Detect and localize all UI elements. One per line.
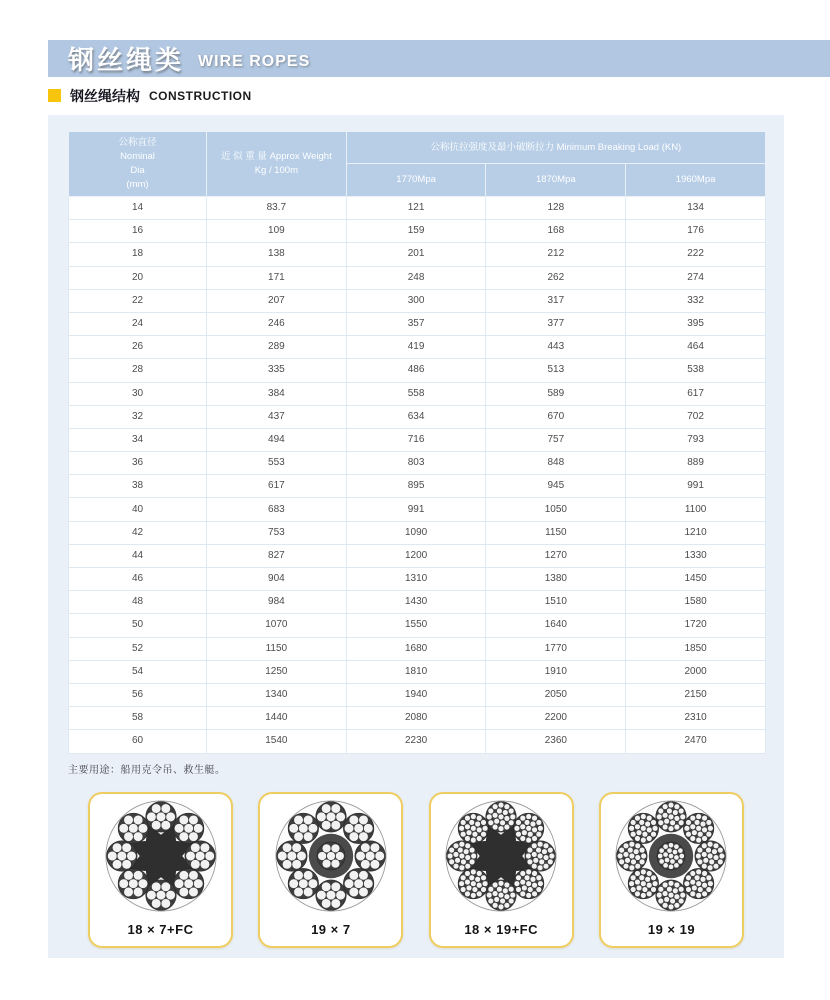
table-cell: 2000 (626, 660, 766, 683)
construction-card (258, 792, 403, 948)
table-cell: 1100 (626, 498, 766, 521)
table-row (69, 660, 766, 683)
table-cell: 945 (486, 475, 626, 498)
table-cell: 222 (626, 243, 766, 266)
header-nominal-dia (69, 132, 207, 197)
table-cell: 1770 (486, 637, 626, 660)
table-cell: 1450 (626, 568, 766, 591)
table-cell: 558 (346, 382, 486, 405)
table-cell: 28 (69, 359, 207, 382)
table-cell: 46 (69, 568, 207, 591)
table-cell: 34 (69, 428, 207, 451)
table-cell: 1510 (486, 591, 626, 614)
table-cell: 377 (486, 312, 626, 335)
table-cell: 538 (626, 359, 766, 382)
table-row (69, 312, 766, 335)
table-cell: 38 (69, 475, 207, 498)
table-row (69, 382, 766, 405)
wire-rope-cross-section-diagram (103, 794, 219, 918)
table-cell: 793 (626, 428, 766, 451)
table-cell: 991 (626, 475, 766, 498)
table-cell: 14 (69, 197, 207, 220)
table-header (69, 132, 766, 197)
page-title-en: WIRE ROPES (198, 53, 311, 70)
header-grade-1770: 1770Mpa (346, 164, 486, 197)
table-cell: 22 (69, 289, 207, 312)
table-cell: 48 (69, 591, 207, 614)
table-row (69, 498, 766, 521)
table-cell: 2150 (626, 683, 766, 706)
section-title-en: CONSTRUCTION (149, 88, 252, 103)
table-cell: 384 (207, 382, 347, 405)
table-cell: 58 (69, 707, 207, 730)
table-cell: 1720 (626, 614, 766, 637)
table-row (69, 544, 766, 567)
table-cell: 1210 (626, 521, 766, 544)
table-cell: 60 (69, 730, 207, 753)
construction-card (88, 792, 233, 948)
table-cell: 1340 (207, 683, 347, 706)
table-cell: 757 (486, 428, 626, 451)
construction-type-label: 18 × 7+FC (127, 922, 194, 937)
table-cell: 395 (626, 312, 766, 335)
section-header (48, 88, 252, 103)
table-cell: 1580 (626, 591, 766, 614)
table-cell: 1090 (346, 521, 486, 544)
table-cell: 335 (207, 359, 347, 382)
table-cell: 128 (486, 197, 626, 220)
wire-rope-cross-section-diagram (273, 794, 389, 918)
table-cell: 2310 (626, 707, 766, 730)
table-cell: 464 (626, 336, 766, 359)
table-cell: 317 (486, 289, 626, 312)
table-row (69, 591, 766, 614)
construction-type-label: 18 × 19+FC (464, 922, 538, 937)
table-cell: 246 (207, 312, 347, 335)
table-cell: 201 (346, 243, 486, 266)
table-cell: 634 (346, 405, 486, 428)
table-row (69, 452, 766, 475)
table-cell: 289 (207, 336, 347, 359)
table-row (69, 428, 766, 451)
table-cell: 26 (69, 336, 207, 359)
spec-table (68, 131, 766, 754)
table-cell: 589 (486, 382, 626, 405)
table-row (69, 637, 766, 660)
table-cell: 50 (69, 614, 207, 637)
table-row (69, 707, 766, 730)
table-cell: 1550 (346, 614, 486, 637)
table-cell: 617 (207, 475, 347, 498)
table-cell: 1640 (486, 614, 626, 637)
header-approx-weight (207, 132, 347, 197)
table-cell: 904 (207, 568, 347, 591)
header-line: 近 似 重 量 Approx Weight (221, 151, 332, 163)
table-cell: 32 (69, 405, 207, 428)
table-cell: 300 (346, 289, 486, 312)
table-cell: 56 (69, 683, 207, 706)
table-cell: 486 (346, 359, 486, 382)
header-line: Dia (130, 165, 145, 176)
header-line: (mm) (126, 178, 149, 190)
table-cell: 159 (346, 220, 486, 243)
table-cell: 1940 (346, 683, 486, 706)
table-cell: 171 (207, 266, 347, 289)
table-cell: 109 (207, 220, 347, 243)
table-cell: 248 (346, 266, 486, 289)
table-cell: 42 (69, 521, 207, 544)
table-cell: 332 (626, 289, 766, 312)
table-cell: 1250 (207, 660, 347, 683)
table-cell: 1810 (346, 660, 486, 683)
wire-rope-cross-section-diagram (443, 794, 559, 918)
construction-type-label: 19 × 7 (311, 922, 351, 937)
table-row (69, 197, 766, 220)
table-cell: 1150 (486, 521, 626, 544)
header-grade-1960: 1960Mpa (626, 164, 766, 197)
table-cell: 30 (69, 382, 207, 405)
table-row (69, 521, 766, 544)
table-cell: 984 (207, 591, 347, 614)
table-cell: 1540 (207, 730, 347, 753)
table-body (69, 197, 766, 754)
table-row (69, 475, 766, 498)
header-line: 公称直径 (118, 137, 157, 149)
construction-card (429, 792, 574, 948)
table-cell: 2050 (486, 683, 626, 706)
section-bullet-icon (48, 89, 61, 102)
header-grade-1870: 1870Mpa (486, 164, 626, 197)
table-cell: 262 (486, 266, 626, 289)
table-cell: 207 (207, 289, 347, 312)
table-cell: 1380 (486, 568, 626, 591)
table-cell: 2360 (486, 730, 626, 753)
table-row (69, 683, 766, 706)
table-cell: 443 (486, 336, 626, 359)
table-cell: 683 (207, 498, 347, 521)
table-row (69, 730, 766, 753)
table-row (69, 359, 766, 382)
wire-rope-cross-section-diagram (613, 794, 729, 918)
table-cell: 2230 (346, 730, 486, 753)
table-cell: 513 (486, 359, 626, 382)
table-cell: 1200 (346, 544, 486, 567)
page-banner (48, 40, 830, 77)
table-cell: 274 (626, 266, 766, 289)
table-cell: 1680 (346, 637, 486, 660)
usage-note: 主要用途：船用克令吊、救生艇。 (68, 765, 226, 776)
table-row (69, 220, 766, 243)
table-cell: 134 (626, 197, 766, 220)
table-cell: 702 (626, 405, 766, 428)
header-breaking-load-group: 公称抗拉强度及最小破断拉力 Minimum Breaking Load (KN) (346, 132, 765, 164)
table-cell: 1070 (207, 614, 347, 637)
table-cell: 553 (207, 452, 347, 475)
table-cell: 2080 (346, 707, 486, 730)
table-cell: 52 (69, 637, 207, 660)
table-row (69, 614, 766, 637)
table-row (69, 568, 766, 591)
table-row (69, 266, 766, 289)
table-cell: 44 (69, 544, 207, 567)
content-panel (48, 115, 784, 958)
table-cell: 176 (626, 220, 766, 243)
table-row (69, 336, 766, 359)
table-cell: 1440 (207, 707, 347, 730)
table-cell: 1310 (346, 568, 486, 591)
table-cell: 803 (346, 452, 486, 475)
table-cell: 357 (346, 312, 486, 335)
header-line: Kg / 100m (254, 165, 299, 176)
table-cell: 1150 (207, 637, 347, 660)
table-cell: 168 (486, 220, 626, 243)
table-cell: 18 (69, 243, 207, 266)
table-cell: 1330 (626, 544, 766, 567)
table-cell: 1270 (486, 544, 626, 567)
table-cell: 40 (69, 498, 207, 521)
table-cell: 437 (207, 405, 347, 428)
table-row (69, 289, 766, 312)
table-row (69, 405, 766, 428)
table-cell: 670 (486, 405, 626, 428)
table-cell: 991 (346, 498, 486, 521)
table-cell: 827 (207, 544, 347, 567)
table-cell: 895 (346, 475, 486, 498)
table-cell: 848 (486, 452, 626, 475)
table-cell: 20 (69, 266, 207, 289)
table-cell: 212 (486, 243, 626, 266)
table-cell: 1910 (486, 660, 626, 683)
table-cell: 716 (346, 428, 486, 451)
table-cell: 889 (626, 452, 766, 475)
table-cell: 16 (69, 220, 207, 243)
page-title-zh: 钢丝绳类 (68, 45, 185, 75)
table-row (69, 243, 766, 266)
header-line: Nominal (120, 151, 155, 163)
section-title-zh: 钢丝绳结构 (70, 87, 140, 104)
table-cell: 494 (207, 428, 347, 451)
construction-type-label: 19 × 19 (647, 922, 696, 937)
table-cell: 36 (69, 452, 207, 475)
construction-cards (88, 792, 744, 948)
table-cell: 1430 (346, 591, 486, 614)
table-cell: 419 (346, 336, 486, 359)
table-cell: 1050 (486, 498, 626, 521)
table-cell: 121 (346, 197, 486, 220)
table-cell: 2200 (486, 707, 626, 730)
table-cell: 617 (626, 382, 766, 405)
table-cell: 54 (69, 660, 207, 683)
table-cell: 753 (207, 521, 347, 544)
table-cell: 1850 (626, 637, 766, 660)
table-cell: 83.7 (207, 197, 347, 220)
table-cell: 138 (207, 243, 347, 266)
construction-card (599, 792, 744, 948)
table-cell: 2470 (626, 730, 766, 753)
table-cell: 24 (69, 312, 207, 335)
